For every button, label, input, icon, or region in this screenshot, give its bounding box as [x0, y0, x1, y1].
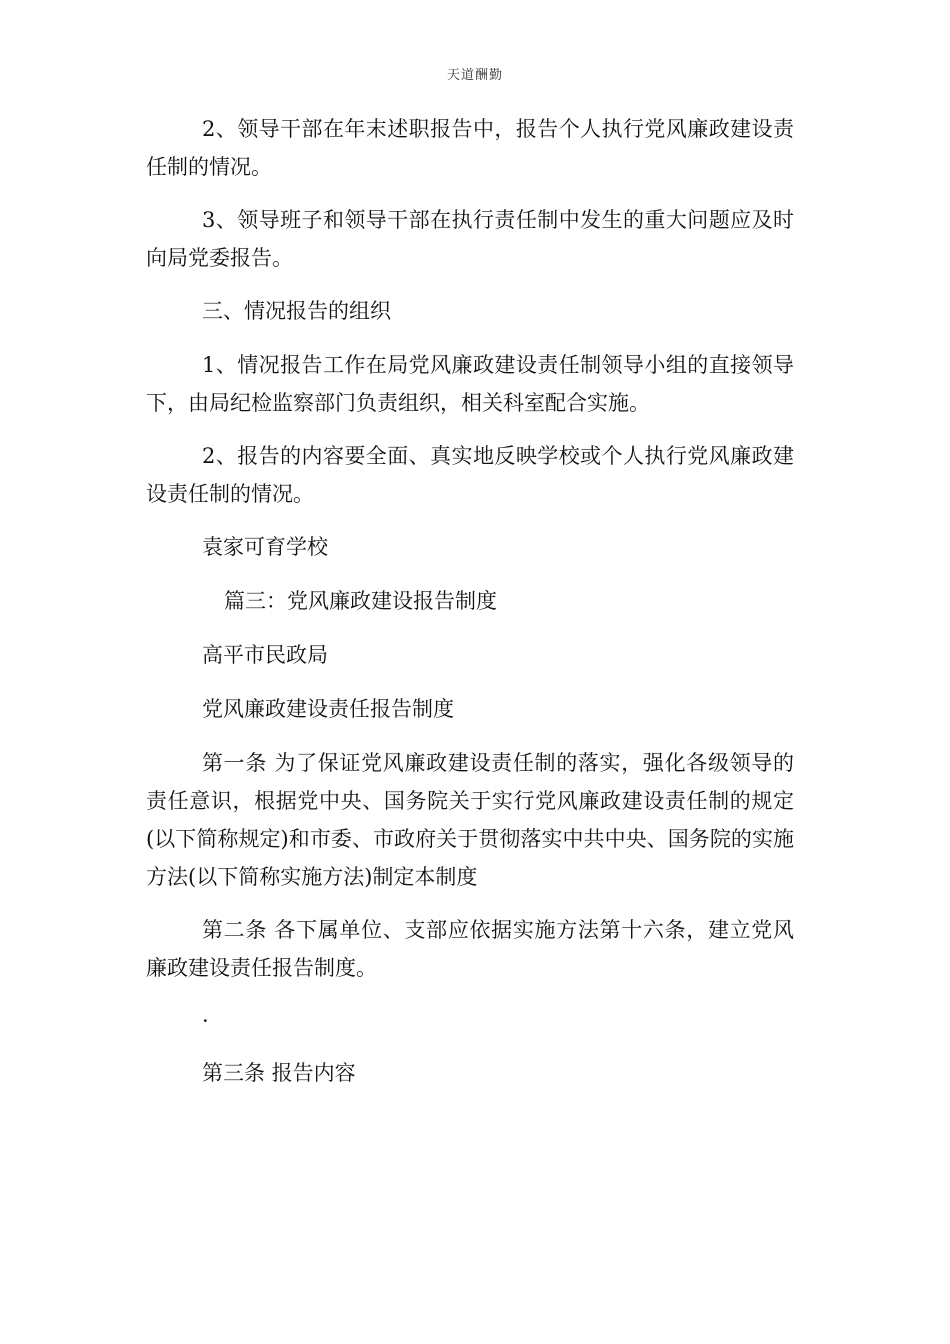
article-1: 第一条 为了保证党风廉政建设责任制的落实，强化各级领导的责任意识，根据党中央、国务院关于实行党风廉政建设责任制的规定(以下简称规定)和市委、市政府关于贯彻落实中共中央、国务院的实施方法(以下简称实施方法)制定本制度 — [146, 751, 794, 889]
page-header: 天道酬勤 — [446, 68, 503, 83]
school-name: 袁家可育学校 — [202, 535, 328, 559]
article-2: 第二条 各下属单位、支部应依据实施方法第十六条，建立党风廉政建设责任报告制度。 — [146, 918, 794, 980]
paragraph-1: 2、领导干部在年末述职报告中，报告个人执行党风廉政建设责任制的情况。 — [146, 117, 794, 179]
paragraph-2: 3、领导班子和领导干部在执行责任制中发生的重大问题应及时向局党委报告。 — [146, 208, 794, 270]
chapter-title: 篇三：党风廉政建设报告制度 — [224, 589, 497, 613]
section-heading-three: 三、情况报告的组织 — [202, 299, 391, 323]
document-body — [146, 110, 794, 1108]
paragraph-4: 2、报告的内容要全面、真实地反映学校或个人执行党风廉政建设责任制的情况。 — [146, 444, 794, 506]
paragraph-3: 1、情况报告工作在局党风廉政建设责任制领导小组的直接领导下，由局纪检监察部门负责组织，相关科室配合实施。 — [146, 353, 794, 415]
document-title: 党风廉政建设责任报告制度 — [202, 697, 454, 721]
article-3-heading: 第三条 报告内容 — [202, 1061, 356, 1085]
organization-name: 高平市民政局 — [202, 643, 328, 667]
separator-dot: · — [202, 1009, 209, 1033]
